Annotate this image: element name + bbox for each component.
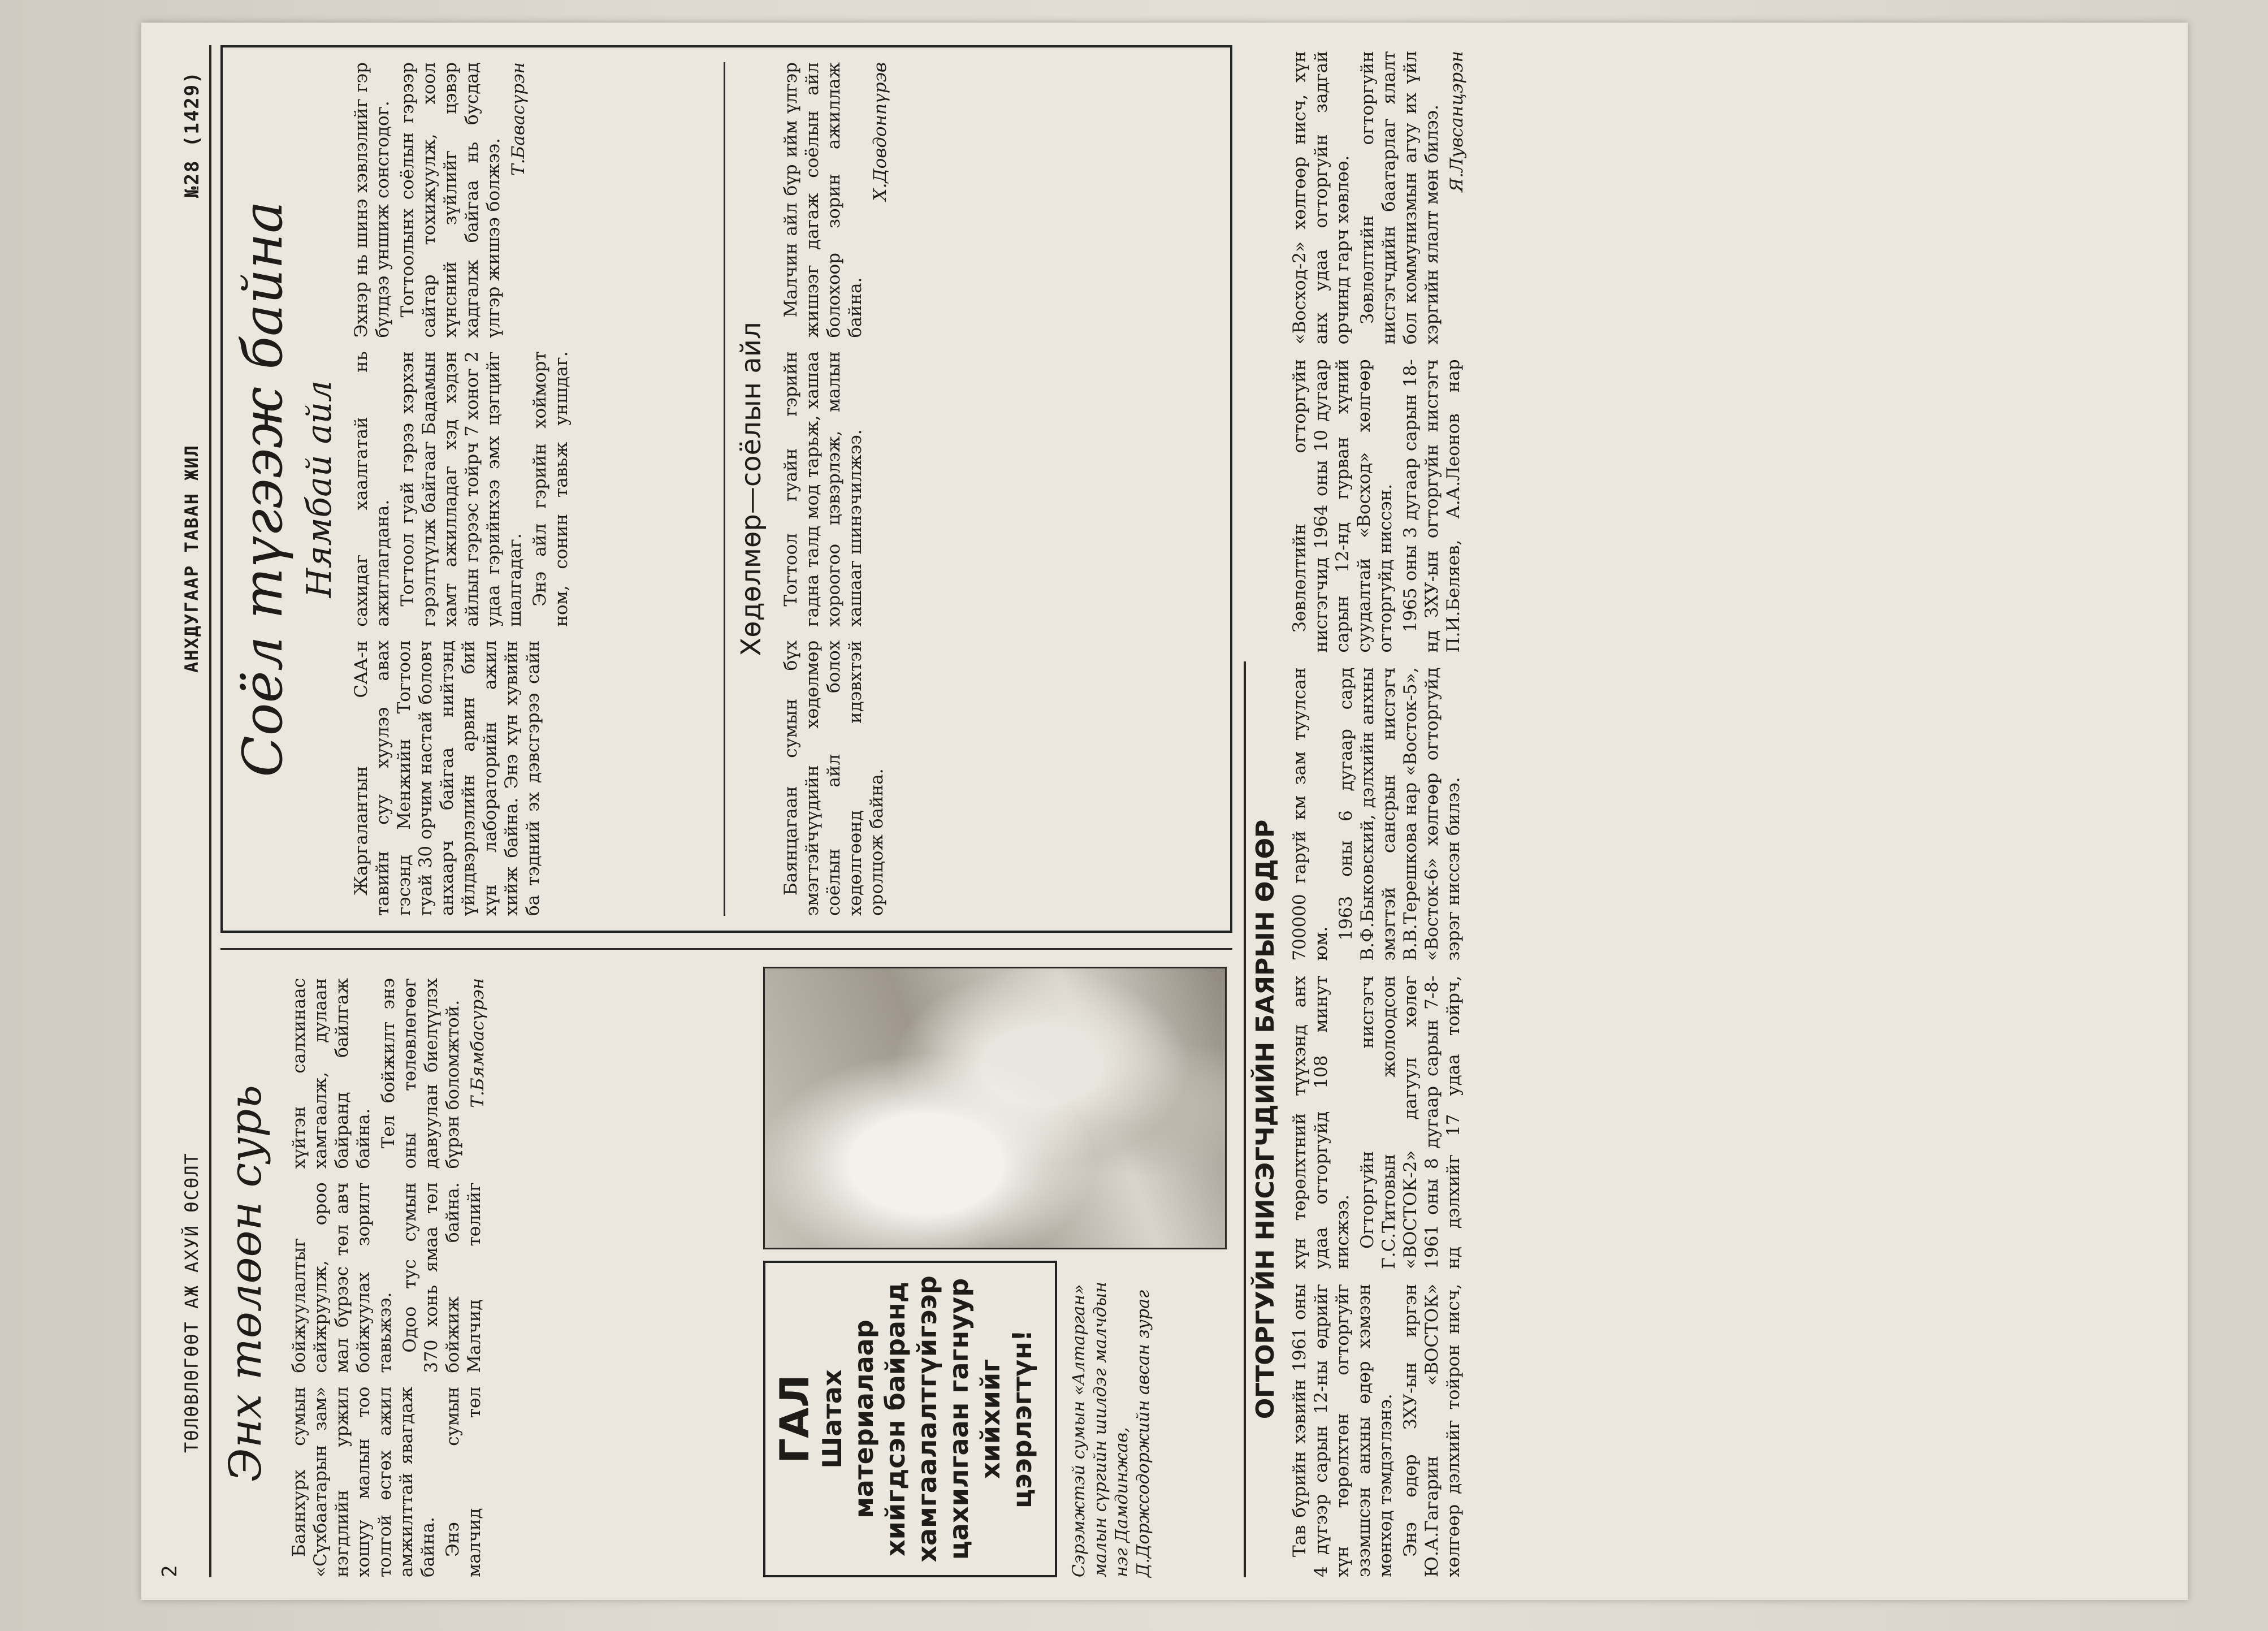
culture-article-col [350,62,712,916]
labor-headline: Хөдөлмөр—соёлын айл [735,322,767,656]
herd-signature: Т.Бямбасүрэн [468,978,488,1108]
newspaper-sheet [141,23,2188,1600]
cosmos-paragraph: 1965 оны 3 дугаар сарын 18-нд ЗХУ-ын огторгуйн нисгэгч П.И.Беляев, А.А.Леонов нар «Восход-2» хөлгөөр нисч, хүн анх удаа огторгуйн задгай орчинд гарч хөвлөө. [1289,51,1464,653]
culture-paragraph: Энэ айл гэрийн хойморт ном, сонин тавьж уншдаг. Эхнэр нь шинэ хэвлэлийг гэр бүлдээ уншиж сонсгодог. [351,62,572,627]
page-number: 2 [158,1564,181,1577]
culture-signature: Т.Бавасүрэн [508,62,529,176]
culture-paragraph: Тогтоол гуай гэрээ хэрхэн гэрэлтүүлж байгааг Бадамын хамт ажилладаг хэд хэдэн айлын гэрээс тойрч 7 хоног 2 удаа гэрийнхээ эмх цэгцийг шалгадаг. [397,351,525,627]
culture-paragraph: Жаргалантын САА-н тавийн суу хуулээ авах гэсэнд Менжийн Тогтоол гуай 30 орчим настай боловч анхаарч байгаа нийтэнд үйлдвэрлэлийн арвин бий хүн лабораторийн ажил хийж байна. Энэ хүн хувийн ба тэдний эх дэвсгэрээ сайн сахидаг хаалгатай нь ажиглагдана. [351,351,543,916]
issue-number: №28 (1429) [181,71,204,198]
cosmos-headline: ОГТОРГУЙН НИСЭГЧДИЙН БАЯРЫН ӨДӨР [1251,819,1280,1420]
labor-top-rule [724,62,725,916]
header-rule [209,45,211,1577]
cosmos-paragraph: Зөвлөлтийн огторгуйн нисгэгчид 1964 оны 10 дугаар сарын 12-нд гурван хүний суудалтай «Восход» хөлгөөр огторгуйд ниссэн. [1289,359,1396,653]
fire-notice-box [763,1261,1057,1577]
cosmos-paragraph: Тав бүрийн хэвийн 1961 оны 4 дүгээр сарын 12-ны өдрийг хүн төрөлхтөн огторгуйг эзэмшсэн анхны өдөр хэмээн мөнхөд тэмдэглэнэ. [1289,1283,1396,1577]
herd-paragraph: Энэ сумын малчид төл бойжуулалтыг сайжруулж, ороо мал бүрээс төл авч бойжуулах зорилт тавьжээ. [289,1182,484,1577]
fire-notice-body: Шатах материалаар хийгдсэн байранд хамгаалалтгүйгээр цахилгаан гагнуур хийхийг цээрлэгтүн! [817,1275,1037,1563]
herd-paragraph: Баянхурх сумын «Сүхбаатарын зам» нэгдлийн уржил хошуу малын тоо толгой өсгөх ажил амжилттай явагдаж байна. [289,1386,438,1577]
cosmos-signature: Я.Лувсанцэрэн [1447,51,1467,192]
labor-paragraph: Тогтоол гуайн гэрийн гадна талд мод тарьж, хашаа хороогоо цэвэрлэж, малын хашааг шинэчилжээ. [781,351,865,627]
vertical-separator [220,948,1232,950]
cosmos-paragraph: 1963 оны 6 дугаар сард В.Ф.Быковский, дэлхийн анхны эмэгтэй сансрын нисгэгч В.В.Терешкова нар «Восток-5», «Восток-6» хөлгөөр огторгуйд зэрэг ниссэн билээ. [1336,667,1464,961]
labor-paragraph: Малчин айл бүр ийм үлгэр жишээг дагаж соёлын айл болохоор зорин ажиллаж байна. [781,62,865,338]
five-year-header: АНХДУГААР ТАВАН ЖИЛ [181,444,202,673]
cosmos-paragraph: Энэ өдөр ЗХУ-ын иргэн Ю.А.Гагарин «ВОСТОК» хөлгөөр дэлхийг тойрон нисч, хүн төрөлхтний түүхэнд анх удаа огторгуйд 108 минут нисжээ. [1289,975,1464,1577]
culture-subheadline: Нямбай айл [300,380,339,598]
culture-paragraph: Тогтоолынх соёлын гэрээр сайтар тохижуулж, хоол хүнсний зүйлийг цэвэр хадгалж байгаа нь бусдад үлгэр жишээ болжээ. [397,62,504,338]
culture-headline: Соёл түгээж байна [231,201,295,777]
photo-caption: Сэрэмжтэй сумын «Алтарган» малын сүргийн шилдэг малчдын нэг Дамдинжав, Д.Доржсодоржийн авсан зураг [1069,1282,1153,1577]
rotated-newspaper-page [141,23,2188,1600]
herd-headline: Энх төлөөн сурь [220,1085,271,1482]
herd-paragraph: Тел бойжилт энэ оны төлөвлөгөөг давуулан биелүүлэх бүрэн боломжтой. [378,978,463,1169]
section-header-left: ТӨЛӨВЛӨГӨӨТ АЖ АХУЙ ӨСӨЛТ [181,1152,202,1453]
cosmos-top-rule [1244,661,1246,1577]
herd-paragraph: Одоо тус сумын 370 хонь ямаа төл бойжиж байна. Малчид төлийг хүйтэн салхинаас хамгаалж, дулаан байранд байлгаж байна. [289,978,484,1373]
cosmos-paragraph: Огторгуйн нисгэгч Г.С.Титовын жолоодсон «ВОСТОК-2» дагуул хөлөг 1961 оны 8 дугаар сарын 7-8-нд дэлхийг 17 удаа тойрч, 700000 гаруй км зам туулсан юм. [1289,667,1464,1269]
fire-notice-title: ГАЛ [772,1374,818,1464]
labor-paragraph: Баянцагаан сумын бүх эмэгтэйчүүдийн хөдөлмөр соёлын айл болох хөдөлгөөнд идэвхтэй оролцож байна. [781,640,887,916]
labor-article-col [780,62,1215,916]
herd-article-col [288,978,752,1577]
cosmos-article-col [1289,51,2171,1577]
cosmos-paragraph: Зөвлөлтийн огторгуйн нисгэгчдийн баатарлаг ялалт бол коммунизмын агуу их үйл хэргийн ялалт мөн билээ. [1357,51,1442,345]
labor-signature: Х.Довдонпүрэв [870,62,890,201]
herder-photo [763,967,1227,1249]
